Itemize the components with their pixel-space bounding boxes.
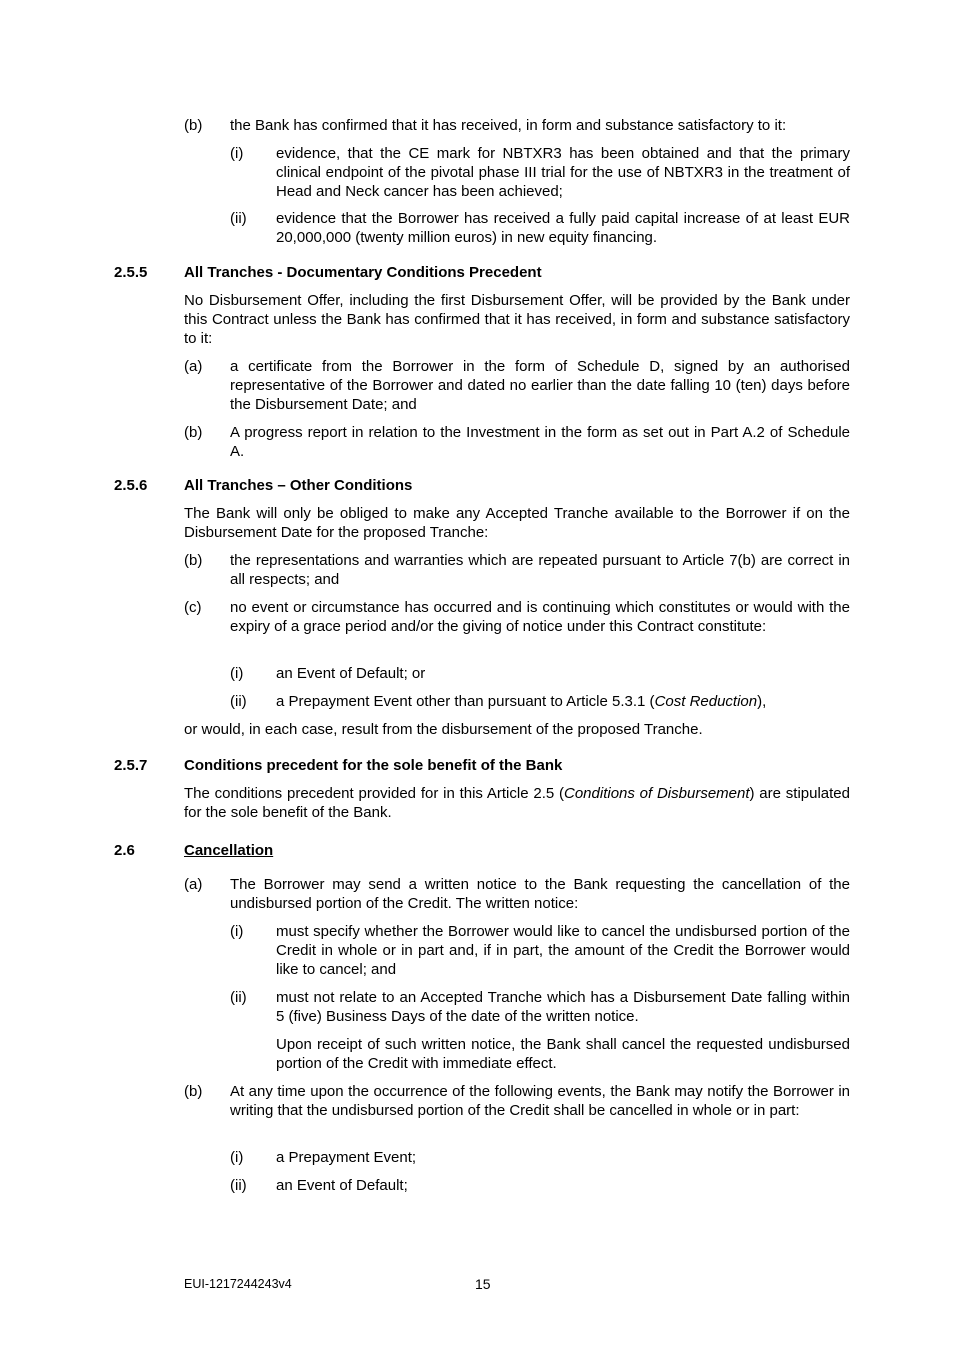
- clause-b-i: [230, 145, 850, 201]
- clause-text: evidence that the Borrower has received a fully paid capital increase of at least EUR 20,000,000 (twenty million euros) in new equity financing.: [276, 210, 850, 246]
- section-number: 2.5.6: [114, 477, 148, 494]
- clause-text: evidence, that the CE mark for NBTXR3 has been obtained and that the primary clinical endpoint of the pivotal phase III trial for the use of NBTXR3 in the treatment of Head and Neck cancer has been achieved;: [276, 145, 850, 200]
- section-number: 2.5.5: [114, 264, 148, 281]
- clause-label: (i): [230, 1149, 244, 1166]
- clause-b-i: [230, 1149, 850, 1168]
- text-segment: ) are stipulated for the sole benefit of the Bank.: [184, 785, 850, 821]
- clause-b: [184, 117, 850, 136]
- section-title: All Tranches – Other Conditions: [184, 477, 413, 494]
- clause-b: [184, 552, 850, 590]
- section-body: [184, 785, 850, 823]
- clause-label: (ii): [230, 1177, 247, 1194]
- clause-text: the Bank has confirmed that it has received, in form and substance satisfactory to it:: [230, 117, 787, 134]
- defined-term: Conditions of Disbursement: [564, 785, 750, 802]
- clause-label: (i): [230, 923, 244, 940]
- defined-term: Cost Reduction: [654, 693, 758, 710]
- clause-b: [184, 424, 850, 462]
- clause-text: an Event of Default; or: [276, 665, 426, 682]
- clause-b-ii: [230, 1177, 850, 1196]
- clause-label: (ii): [230, 989, 247, 1006]
- section-intro: The Bank will only be obliged to make any Accepted Tranche available to the Borrower if on the Disbursement Date for the proposed Tranche:: [184, 505, 850, 541]
- footer-page-number: 15: [475, 1276, 491, 1292]
- clause-a-ii: [230, 989, 850, 1027]
- section-intro: No Disbursement Offer, including the first Disbursement Offer, will be provided by the Bank under this Contract unless the Bank has confirmed that it has received, in form and substance satisfactory to it:: [184, 292, 850, 347]
- clause-b-ii: [230, 210, 850, 248]
- clause-a: [184, 876, 850, 914]
- clause-text: a Prepayment Event;: [276, 1149, 417, 1166]
- clause-text: a certificate from the Borrower in the form of Schedule D, signed by an authorised representative of the Borrower and dated no earlier than the date falling 10 (ten) days before the Disbursement Date; and: [230, 358, 850, 413]
- clause-label: (b): [184, 1083, 203, 1100]
- clause-a-i: [230, 923, 850, 979]
- footer-doc-ref: EUI-1217244243v4: [184, 1277, 292, 1291]
- section-number: 2.6: [114, 842, 135, 859]
- section-closing: or would, in each case, result from the disbursement of the proposed Tranche.: [184, 721, 703, 738]
- clause-c: [184, 599, 850, 637]
- text-segment: ),: [757, 693, 767, 710]
- clause-label: (b): [184, 117, 203, 134]
- clause-label: (i): [230, 145, 244, 162]
- clause-label: (b): [184, 552, 203, 569]
- clause-label: (c): [184, 599, 202, 616]
- clause-label: (a): [184, 358, 203, 375]
- clause-c-i: [230, 665, 850, 684]
- clause-text: A progress report in relation to the Investment in the form as set out in Part A.2 of Schedule A.: [230, 424, 850, 460]
- text-segment: a Prepayment Event other than pursuant to Article 5.3.1 (: [276, 693, 655, 710]
- clause-label: (ii): [230, 210, 247, 227]
- clause-label: (b): [184, 424, 203, 441]
- section-title: Cancellation: [184, 842, 274, 859]
- clause-text: must specify whether the Borrower would like to cancel the undisbursed portion of the Credit in whole or in part and, if in part, the amount of the Credit the Borrower would like to cancel; and: [276, 923, 850, 978]
- clause-b: [184, 1083, 850, 1121]
- clause-text: The Borrower may send a written notice to the Bank requesting the cancellation of the undisbursed portion of the Credit. The written notice:: [230, 876, 850, 912]
- clause-text: the representations and warranties which are repeated pursuant to Article 7(b) are correct in all respects; and: [230, 552, 850, 588]
- section-title: All Tranches - Documentary Conditions Precedent: [184, 264, 542, 281]
- section-title: Conditions precedent for the sole benefit of the Bank: [184, 757, 563, 774]
- clause-label: (a): [184, 876, 203, 893]
- clause-label: (ii): [230, 693, 247, 710]
- clause-c-ii: [230, 693, 850, 712]
- clause-text: no event or circumstance has occurred and is continuing which constitutes or would with the expiry of a grace period and/or the giving of notice under this Contract constitute:: [230, 599, 850, 635]
- clause-a: [184, 358, 850, 414]
- clause-label: (i): [230, 665, 244, 682]
- section-number: 2.5.7: [114, 757, 148, 774]
- clause-a-after: Upon receipt of such written notice, the Bank shall cancel the requested undisbursed portion of the Credit with immediate effect.: [276, 1036, 850, 1072]
- clause-text: must not relate to an Accepted Tranche which has a Disbursement Date falling within 5 (five) Business Days of the date of the written notice.: [276, 989, 850, 1025]
- clause-text: an Event of Default;: [276, 1177, 408, 1194]
- clause-text: [276, 693, 850, 712]
- text-segment: The conditions precedent provided for in this Article 2.5 (: [184, 785, 564, 802]
- clause-text: At any time upon the occurrence of the following events, the Bank may notify the Borrower in writing that the undisbursed portion of the Credit shall be cancelled in whole or in part:: [230, 1083, 850, 1119]
